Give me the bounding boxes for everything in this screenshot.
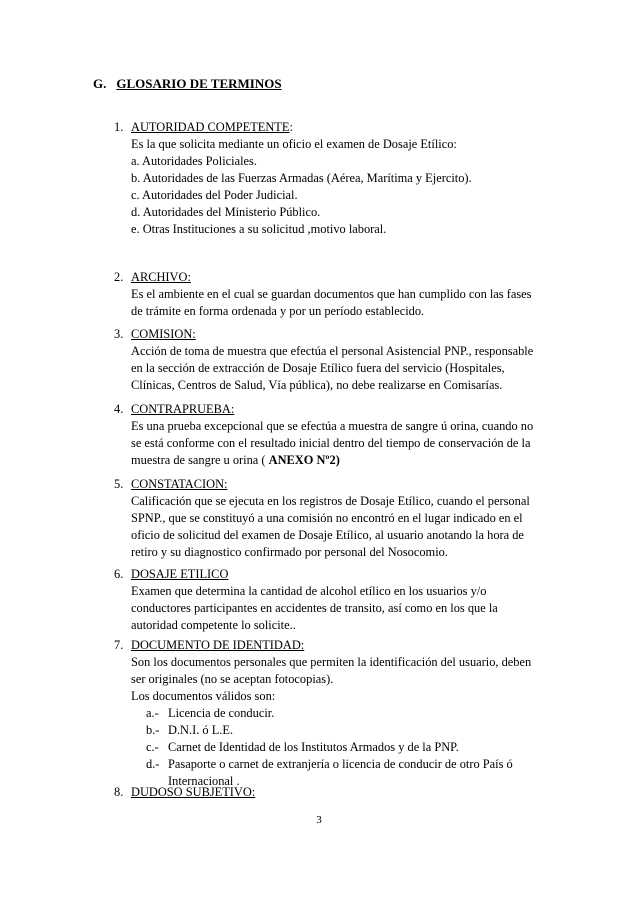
body-line: ser originales (no se aceptan fotocopias).	[131, 672, 334, 686]
item-body	[131, 286, 559, 320]
document-list-item	[146, 739, 559, 756]
body-line: autoridad competente lo solicite..	[131, 618, 296, 632]
item-title: DOSAJE ETILICO	[131, 567, 229, 581]
body-line: de trámite en forma ordenada y por un período establecido.	[131, 304, 425, 318]
item-title: CONSTATACION:	[131, 477, 228, 491]
item-title: DOCUMENTO DE IDENTIDAD:	[131, 638, 305, 652]
item-intro: Es la que solicita mediante un oficio el examen de Dosaje Etílico:	[131, 137, 457, 151]
glossary-item-comision	[114, 326, 559, 394]
item-body	[131, 136, 559, 238]
document-list-item	[146, 722, 559, 739]
item-body	[131, 493, 559, 561]
body-line: Es una prueba excepcional que se efectúa a muestra de sangre ú orina, cuando no	[131, 419, 534, 433]
glossary-item-dosaje-etilico	[114, 566, 559, 634]
body-line: en la sección de extracción de Dosaje Etílico fuera del servicio (Hospitales,	[131, 361, 505, 375]
document-text: Pasaporte o carnet de extranjería o licencia de conducir de otro País ó	[168, 757, 513, 771]
item-number: 5.	[114, 477, 124, 491]
document-label: a.-	[146, 706, 159, 720]
body-line: SPNP., que se constituyó a una comisión no encontró en el lugar indicado en el	[131, 511, 523, 525]
item-heading	[114, 476, 559, 493]
glossary-item-documento-de-identidad	[114, 637, 559, 790]
list-item: c. Autoridades del Poder Judicial.	[131, 188, 298, 202]
item-heading	[114, 326, 559, 343]
item-title: ARCHIVO:	[131, 270, 191, 284]
body-line: Son los documentos personales que permiten la identificación del usuario, deben	[131, 655, 532, 669]
item-number: 1.	[114, 120, 124, 134]
item-title: COMISION:	[131, 327, 196, 341]
list-item: d. Autoridades del Ministerio Público.	[131, 205, 321, 219]
item-title-suffix: :	[289, 120, 293, 134]
document-label: b.-	[146, 723, 160, 737]
body-line: retiro y su diagnostico confirmado por personal del Nosocomio.	[131, 545, 448, 559]
body-line: Es el ambiente en el cual se guardan documentos que han cumplido con las fases	[131, 287, 532, 301]
document-list-item	[146, 756, 559, 773]
document-text: D.N.I. ó L.E.	[168, 723, 234, 737]
list-item: b. Autoridades de las Fuerzas Armadas (Aérea, Marítima y Ejercito).	[131, 171, 472, 185]
body-line: Examen que determina la cantidad de alcohol etílico en los usuarios y/o	[131, 584, 487, 598]
glossary-item-constatacion	[114, 476, 559, 561]
body-line: Calificación que se ejecuta en los registros de Dosaje Etílico, cuando el personal	[131, 494, 530, 508]
document-label: c.-	[146, 740, 159, 754]
document-list-item	[146, 705, 559, 722]
body-line: oficio de solicitud del examen de Dosaje Etílico, al usuario anotando la hora de	[131, 528, 524, 542]
list-item: e. Otras Instituciones a su solicitud ,motivo laboral.	[131, 222, 387, 236]
body-line: Acción de toma de muestra que efectúa el personal Asistencial PNP., responsable	[131, 344, 534, 358]
body-line: conductores participantes en accidentes de transito, así como en los que la	[131, 601, 498, 615]
page-number: 3	[316, 814, 322, 826]
list-item: a. Autoridades Policiales.	[131, 154, 257, 168]
item-title: CONTRAPRUEBA:	[131, 402, 235, 416]
body-line: se está conforme con el resultado inicial dentro del tiempo de conservación de la	[131, 436, 531, 450]
item-title: AUTORIDAD COMPETENTE	[131, 120, 290, 134]
item-body	[131, 583, 559, 634]
glossary-item-contraprueba	[114, 401, 559, 469]
item-number: 8.	[114, 785, 124, 799]
body-line	[131, 452, 559, 469]
item-heading	[114, 269, 559, 286]
item-heading	[114, 566, 559, 583]
item-number: 4.	[114, 402, 124, 416]
document-label: d.-	[146, 757, 160, 771]
item-heading	[114, 637, 559, 654]
item-body	[131, 343, 559, 394]
item-heading	[114, 784, 559, 801]
item-heading	[114, 119, 559, 136]
item-body	[131, 654, 559, 790]
item-number: 6.	[114, 567, 124, 581]
item-title: DUDOSO SUBJETIVO:	[131, 785, 256, 799]
body-line: Clínicas, Centros de Salud, Vía pública), no debe realizarse en Comisarías.	[131, 378, 503, 392]
item-number: 2.	[114, 270, 124, 284]
item-body	[131, 418, 559, 469]
item-heading	[114, 401, 559, 418]
section-heading	[93, 75, 282, 92]
glossary-item-autoridad-competente	[114, 119, 559, 238]
document-text: Carnet de Identidad de los Institutos Armados y de la PNP.	[168, 740, 459, 754]
valid-documents-intro: Los documentos válidos son:	[131, 689, 276, 703]
annex-reference-text: muestra de sangre u orina (	[131, 453, 269, 467]
glossary-item-dudoso-subjetivo	[114, 784, 559, 801]
glossary-item-archivo	[114, 269, 559, 320]
section-letter: G.	[93, 76, 107, 91]
annex-reference: ANEXO Nº2)	[268, 453, 340, 467]
document-text-continuation: Internacional .	[168, 774, 240, 788]
document-text: Licencia de conducir.	[168, 706, 275, 720]
item-number: 3.	[114, 327, 124, 341]
section-title: GLOSARIO DE TERMINOS	[116, 76, 282, 91]
item-number: 7.	[114, 638, 124, 652]
